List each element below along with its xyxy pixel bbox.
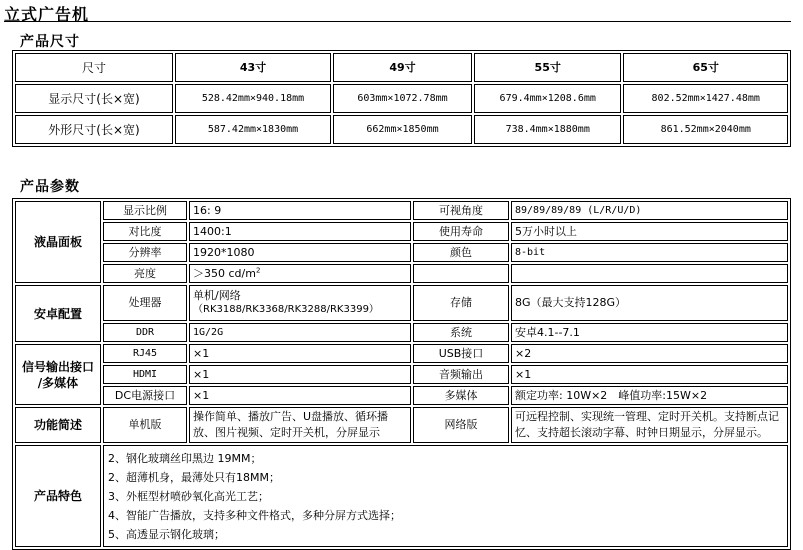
feature-item: 3、外框型材喷砂氧化高光工艺； [108,489,269,503]
param-row [15,407,788,443]
size-cell: 679.4mm×1208.6mm [474,84,621,113]
brightness-sup: 2 [255,265,261,274]
param-value: ×1 [511,365,788,384]
param-label: 单机版 [103,407,187,443]
param-value: 1920*1080 [189,243,411,262]
brightness-value [189,264,411,283]
param-label: 网络版 [413,407,509,443]
brightness-text: ＞350 cd/m [193,266,256,280]
param-row [15,386,788,405]
size-header-65: 65寸 [623,53,788,82]
param-label: 颜色 [413,243,509,262]
feature-item: 4、智能广告播放，支持多种文件格式，多种分屏方式选择； [108,508,401,522]
param-label: 对比度 [103,222,187,241]
param-label: USB接口 [413,344,509,363]
param-value: 1400:1 [189,222,411,241]
param-label: 存储 [413,285,509,321]
size-cell: 603mm×1072.78mm [333,84,472,113]
param-value: 8-bit [511,243,788,262]
param-row [15,445,788,547]
param-row [15,285,788,321]
param-value: 16: 9 [189,201,411,220]
param-value: ×1 [189,365,411,384]
size-header-49: 49寸 [333,53,472,82]
param-value: 安卓4.1--7.1 [511,323,788,342]
size-table [12,50,791,147]
param-row [15,201,788,220]
size-row-label: 外形尺寸(长×宽) [15,115,173,144]
param-value: 89/89/89/89 (L/R/U/D) [511,201,788,220]
param-row [15,344,788,363]
param-label: 音频输出 [413,365,509,384]
param-row [15,323,788,342]
size-cell: 662mm×1850mm [333,115,472,144]
size-row-outline [15,115,788,144]
param-row [15,243,788,262]
param-value: 5万小时以上 [511,222,788,241]
size-section-title: 产品尺寸 [20,34,80,50]
param-label: RJ45 [103,344,187,363]
cpu-line-1: 单机/网络 [193,289,241,302]
param-label: 亮度 [103,264,187,283]
size-cell: 738.4mm×1880mm [474,115,621,144]
param-label: 分辨率 [103,243,187,262]
group-features: 产品特色 [15,445,101,547]
group-lcd-panel: 液晶面板 [15,201,101,283]
size-row-label: 显示尺寸(长×宽) [15,84,173,113]
group-function: 功能简述 [15,407,101,443]
param-value: ×1 [189,386,411,405]
param-table [12,198,791,550]
param-value: 8G（最大支持128G） [511,285,788,321]
param-label: DDR [103,323,187,342]
group-io-line-2: /多媒体 [37,375,79,390]
param-label: 显示比例 [103,201,187,220]
param-row [15,264,788,283]
param-row [15,222,788,241]
size-header-label: 尺寸 [15,53,173,82]
title-divider [4,21,791,22]
cpu-value [189,285,411,321]
feature-item: 2、钢化玻璃丝印黑边 19MM； [108,451,262,465]
size-cell: 802.52mm×1427.48mm [623,84,788,113]
param-section-title: 产品参数 [20,179,80,195]
param-value-empty [511,264,788,283]
features-list [103,445,788,547]
param-label: 使用寿命 [413,222,509,241]
param-value: ×1 [189,344,411,363]
size-row-display [15,84,788,113]
size-header-43: 43寸 [175,53,331,82]
param-value: ×2 [511,344,788,363]
feature-item: 2、超薄机身，最薄处只有18MM； [108,470,280,484]
size-cell: 861.52mm×2040mm [623,115,788,144]
group-android: 安卓配置 [15,285,101,342]
param-label: 可视角度 [413,201,509,220]
size-header-row [15,53,788,82]
group-io-line-1: 信号输出接口 [21,359,94,374]
param-value: 1G/2G [189,323,411,342]
standalone-description: 操作简单、播放广告、U盘播放、循环播放、图片视频、定时开关机，分屏显示 [189,407,411,443]
size-cell: 528.42mm×940.18mm [175,84,331,113]
param-value: 额定功率: 10W×2 峰值功率:15W×2 [511,386,788,405]
size-cell: 587.42mm×1830mm [175,115,331,144]
network-description: 可远程控制、实现统一管理、定时开关机。支持断点记忆、支持超长滚动字幕、时钟日期显示，分屏显示。 [511,407,788,443]
feature-item: 5、高透显示钢化玻璃； [108,527,225,541]
param-label: 系统 [413,323,509,342]
cpu-line-2: （RK3188/RK3368/RK3288/RK3399） [193,304,379,315]
param-label: DC电源接口 [103,386,187,405]
page-title: 立式广告机 [4,5,90,24]
param-label: 处理器 [103,285,187,321]
param-label: HDMI [103,365,187,384]
param-label-empty [413,264,509,283]
param-label: 多媒体 [413,386,509,405]
group-io [15,344,101,405]
param-row [15,365,788,384]
size-header-55: 55寸 [474,53,621,82]
